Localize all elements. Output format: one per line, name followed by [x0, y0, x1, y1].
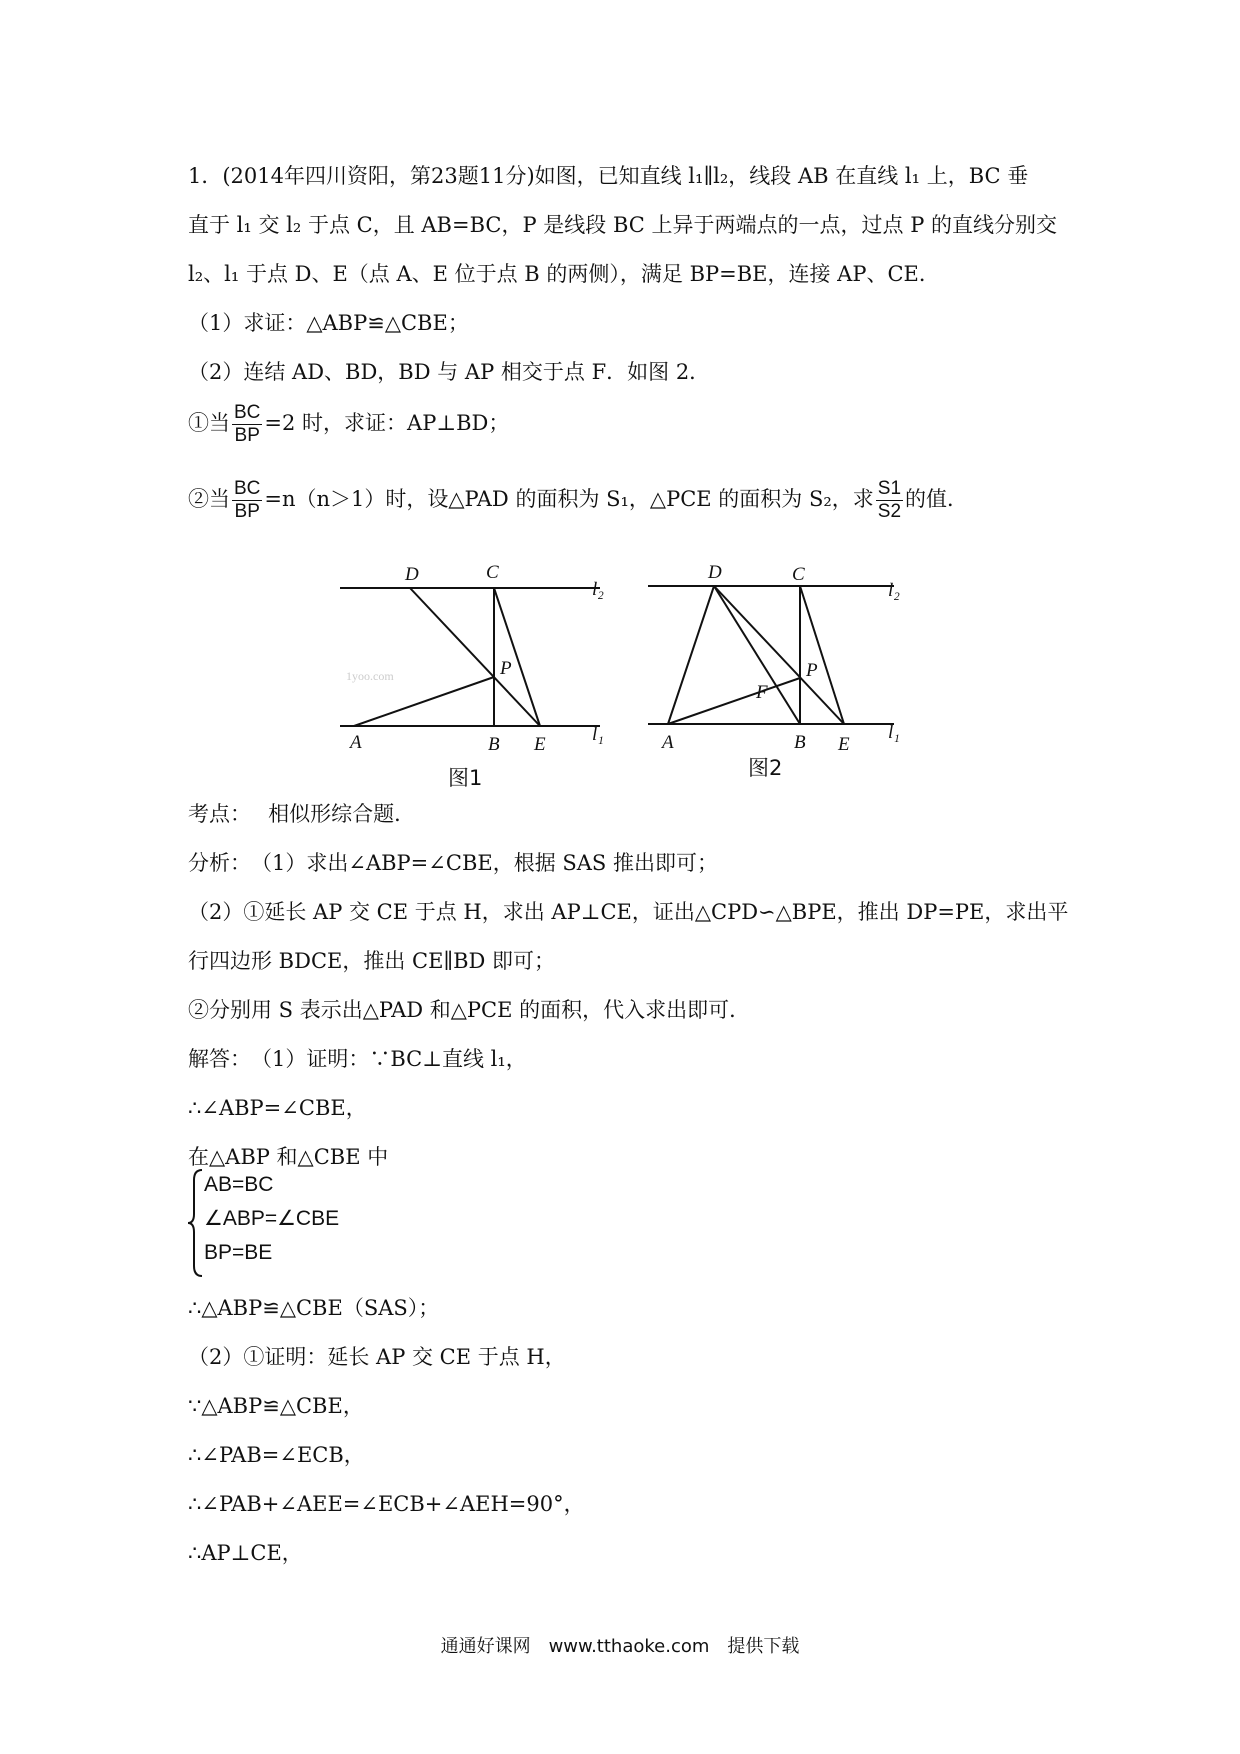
brace-line-3: BP=BE	[204, 1241, 273, 1264]
fraction-s1-s2	[876, 478, 903, 523]
figure-2-caption: 图2	[748, 756, 783, 780]
jieda-line-6: ∵△ABP≌△CBE，	[188, 1394, 364, 1418]
label-b: B	[794, 732, 806, 753]
label-a: A	[350, 732, 362, 753]
jieda-line-7: ∴∠PAB=∠ECB，	[188, 1443, 365, 1467]
fenxi-line-1: 分析： （1）求出∠ABP=∠CBE，根据 SAS 推出即可；	[188, 851, 718, 875]
q2b-suffix: 的值．	[905, 487, 969, 511]
segment-ap	[668, 678, 800, 724]
jieda-line-5: （2）①证明：延长 AP 交 CE 于点 H，	[188, 1345, 566, 1369]
problem-line-1: 1．(2014年四川资阳，第23题11分)如图，已知直线 l₁∥l₂，线段 AB 在直线 l₁ 上，BC 垂	[188, 164, 1029, 188]
fraction-numerator: S1	[877, 478, 902, 499]
q2a-prefix: ①当	[188, 411, 230, 435]
kaodian: 考点： 相似形综合题．	[188, 802, 416, 826]
fraction-denominator: BP	[234, 501, 260, 522]
figure-1-diagram	[330, 560, 620, 760]
brace-system	[188, 1168, 408, 1288]
footer: 通通好课网 www.tthaoke.com 提供下载	[440, 1636, 800, 1657]
segment-de	[410, 588, 540, 726]
label-c: C	[792, 564, 805, 585]
jieda-line-3: 在△ABP 和△CBE 中	[188, 1145, 389, 1169]
jieda-line-2: ∴∠ABP=∠CBE，	[188, 1096, 367, 1120]
label-a: A	[662, 732, 674, 753]
segment-ap	[354, 677, 494, 726]
problem-line-2: 直于 l₁ 交 l₂ 于点 C，且 AB=BC，P 是线段 BC 上异于两端点的一点，过点 P 的直线分别交	[188, 213, 1057, 237]
jieda-line-4: ∴△ABP≌△CBE（SAS）；	[188, 1296, 440, 1320]
fenxi-line-4: ②分别用 S 表示出△PAD 和△PCE 的面积，代入求出即可．	[188, 998, 751, 1022]
figure-1-caption: 图1	[448, 766, 483, 790]
brace-line-2: ∠ABP=∠CBE	[204, 1207, 340, 1230]
figure-2-diagram	[642, 560, 922, 760]
label-e: E	[534, 734, 546, 755]
q2a-suffix: =2 时，求证：AP⊥BD；	[264, 411, 510, 435]
fenxi-line-3: 行四边形 BDCE，推出 CE∥BD 即可；	[188, 949, 556, 973]
label-d: D	[405, 564, 419, 585]
question-2a	[188, 402, 509, 447]
segment-ce	[800, 586, 844, 724]
jieda-line-1: 解答： （1）证明：∵BC⊥直线 l₁，	[188, 1047, 527, 1071]
label-c: C	[486, 562, 499, 583]
fraction-denominator: BP	[234, 425, 260, 446]
fraction-numerator: BC	[234, 402, 261, 423]
fraction-denominator: S2	[877, 501, 902, 522]
left-brace-icon	[188, 1168, 204, 1278]
question-2: （2）连结 AD、BD，BD 与 AP 相交于点 F．如图 2．	[188, 360, 711, 384]
question-2b	[188, 478, 968, 523]
jieda-line-9: ∴AP⊥CE，	[188, 1541, 303, 1565]
brace-line-1: AB=BC	[204, 1173, 274, 1196]
watermark: 1yoo.com	[346, 669, 394, 683]
problem-line-3: l₂、l₁ 于点 D、E（点 A、E 位于点 B 的两侧），满足 BP=BE，连接 AP、CE．	[188, 262, 940, 286]
jieda-line-8: ∴∠PAB+∠AEE=∠ECB+∠AEH=90°，	[188, 1492, 585, 1516]
label-e: E	[838, 734, 850, 755]
figure-2	[642, 560, 922, 760]
question-1: （1）求证：△ABP≌△CBE；	[188, 311, 469, 335]
segment-de	[714, 586, 844, 724]
segment-ce	[494, 588, 540, 726]
label-l1: l₁	[888, 722, 900, 743]
fraction-numerator: BC	[234, 478, 261, 499]
label-f: F	[756, 682, 768, 703]
q2b-mid: =n（n＞1）时，设△PAD 的面积为 S₁，△PCE 的面积为 S₂，求	[264, 487, 874, 511]
q2b-prefix: ②当	[188, 487, 230, 511]
label-d: D	[708, 562, 722, 583]
fraction-bc-bp	[232, 478, 262, 523]
figure-1	[330, 560, 620, 760]
fenxi-line-2: （2）①延长 AP 交 CE 于点 H，求出 AP⊥CE，证出△CPD∽△BPE，推出 DP=PE，求出平	[188, 900, 1069, 924]
label-b: B	[488, 734, 500, 755]
label-p: P	[500, 658, 512, 679]
brace-lines	[204, 1168, 339, 1270]
segment-ad	[668, 586, 714, 724]
label-l1: l₁	[592, 724, 604, 745]
fraction-bc-bp	[232, 402, 262, 447]
label-l2: l₂	[592, 579, 604, 600]
label-p: P	[806, 660, 818, 681]
label-l2: l₂	[888, 580, 900, 601]
